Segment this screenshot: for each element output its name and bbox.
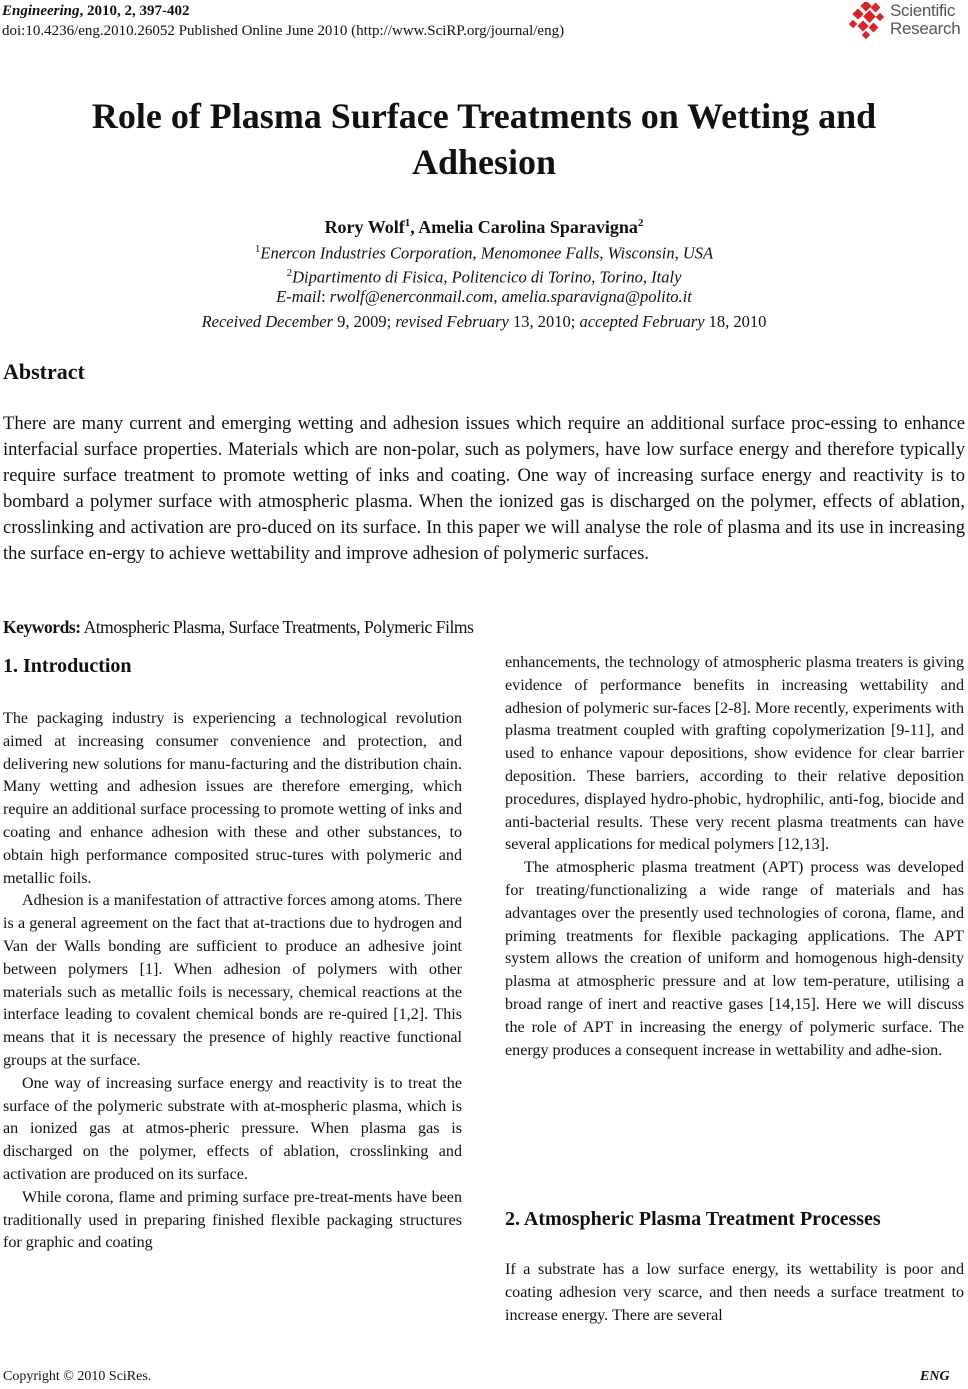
email-address[interactable]: rwolf@enerconmail.com [329,287,494,306]
author-list [0,212,968,238]
author-affiliation-mark: 1 [404,217,411,229]
paragraph: enhancements, the technology of atmospheric plasma treaters is giving evidence of performance benefits in increasing wettability and adhesion of polymeric sur-faces [2-8]. More recently, experiments with plasma treatment coupled with grafting copolymerization [9-11], and used to enhance vapour depositions, show evidence for clear barrier deposition. These barriers, according to their relative deposition procedures, displayed hydro-phobic, hydrophilic, anti-fog, biocide and anti-bacterial results. These very recent plasma treatments can have several applications for medical polymers [12,13]. [505,654,964,854]
left-column [3,708,462,1255]
keywords-line [3,616,965,638]
affiliation-2: $^2$Dipartimento di Fisica, Politencico di Torino, Torino, Italy [286,267,682,287]
footer-journal-abbr: ENG [920,1369,950,1384]
right-column-section2 [505,1259,964,1327]
affiliation-country: Italy [651,267,682,287]
author-name: Amelia Carolina Sparavigna [418,217,638,237]
section-heading: 2. Atmospheric Plasma Treatment Processes [505,1208,881,1230]
paragraph: The packaging industry is experiencing a technological revolution aimed at increasing consumer convenience and protection, and delivering new solutions for manu-facturing and the distribution chain. Many wetting and adhesion issues are therefore emerging, which require an additional surface processing to promote wetting of inks and coating and enhance adhesion with these and other substances, to obtain high performance composited struc-tures with polymeric and metallic foils. [3,710,462,887]
affiliation-city: Torino [599,267,643,287]
title-line1: Role of Plasma Surface Treatments on Wetting and [91,96,877,136]
affiliation-org: Enercon Industries Corporation [260,243,473,263]
abstract-heading: Abstract [3,359,85,384]
affiliation-mark: 2 [286,267,293,279]
email-label: E-mail [276,287,322,306]
received-dates [0,311,968,333]
publisher-logo [848,0,968,44]
author-separator: , [410,217,419,237]
paper-title [0,93,968,185]
affiliation-mark: 1 [254,243,261,255]
journal-name: Engineering [2,3,80,19]
affiliation-city: Menomonee Falls [480,243,600,263]
keywords-text: Atmospheric Plasma, Surface Treatments, Polymeric Films [80,617,474,637]
journal-citation [2,2,190,20]
affiliation-org: Dipartimento di Fisica [292,267,444,287]
affiliation-institution: Politencico di Torino [451,267,592,287]
received-date: 9, 2009; [333,312,396,331]
paragraph: The atmospheric plasma treatment (APT) process was developed for treating/functionalizing a wide range of materials and has advantages over the presently used technologies of corona, flame, and priming treatments for flexible packaging applications. The APT system allows the creation of uniform and homogenous high-density plasma at atmospheric pressure and at low tem-perature, utilising a broad range of inert and reactive gases [14,15]. Here we will discuss the role of APT in increasing the energy of polymeric surface. The energy produces a consequent increase in wettability and adhe-sion. [505,859,964,1059]
keywords-label: Keywords: [3,617,81,637]
logo-mark-icon [848,2,888,42]
email-address[interactable]: amelia.sparavigna@polito.it [501,287,692,306]
paragraph: Adhesion is a manifestation of attractive forces among atoms. There is a general agreement on the fact that at-tractions due to hydrogen and Van der Walls bonding are sufficient to produce an adhesive joint between polymers [1]. When adhesion of polymers with other materials such as metallic foils is necessary, chemical reactions at the interface leading to covalent chemical bonds are re-quired [1,2]. This means that it is necessary the presence of highly reactive functional groups at the surface. [3,892,462,1069]
received-label: Received December [201,312,334,331]
affiliation-country: USA [682,243,714,263]
right-column [505,652,964,1062]
email-line: E-mail: rwolf@enerconmail.com, amelia.sparavigna@polito.it [276,287,692,306]
logo-wordmark [890,2,960,38]
author-name: Rory Wolf [324,217,405,237]
accepted-label: accepted February [579,312,705,331]
author-affiliation-mark: 2 [637,217,644,229]
accepted-date: 18, 2010 [704,312,767,331]
affiliation-state: Wisconsin [607,243,675,263]
paragraph: One way of increasing surface energy and reactivity is to treat the surface of the polymeric substrate with at-mospheric plasma, which is an ionized gas at atmos-pheric pressure. When plasma gas is discharged on the polymer, effects of ablation, crosslinking and activation are produced on its surface. [3,1074,462,1183]
revised-label: revised February [395,312,509,331]
title-line2: Adhesion [411,142,557,182]
journal-volume: , 2010, 2, 397-402 [79,3,190,19]
copyright-notice: Copyright © 2010 SciRes. [3,1369,152,1384]
section-heading: 1. Introduction [3,655,132,677]
doi-line: doi:10.4236/eng.2010.26052 Published Online June 2010 (http://www.SciRP.org/journal/eng) [2,23,565,39]
revised-date: 13, 2010; [508,312,580,331]
affiliation-1: $^1$Enercon Industries Corporation, Menomonee Falls, Wisconsin, USA [254,243,714,263]
abstract-body: There are many current and emerging wetting and adhesion issues which require an additional surface proc-essing to enhance interfacial surface properties. Materials which are non-polar, such as polymers, have low surface energy and therefore typically require surface treatment to promote wetting of inks and coating. One way of increasing surface energy and reactivity is to bombard a polymer surface with atmospheric plasma. When the ionized gas is discharged on the polymer, effects of ablation, crosslinking and activation are pro-duced on its surface. In this paper we will analyse the role of plasma and its use in increasing the surface en-ergy to achieve wettability and improve adhesion of polymeric surfaces. [3,413,965,564]
logo-line2: Research [890,19,961,38]
logo-line1: Scientific [890,1,956,20]
paragraph: While corona, flame and priming surface pre-treat-ments have been traditionally used in preparing finished flexible packaging structures for graphic and coating [3,1188,462,1252]
paragraph: If a substrate has a low surface energy, its wettability is poor and coating adhesion very scarce, and then needs a surface treatment to increase energy. There are several [505,1261,964,1324]
